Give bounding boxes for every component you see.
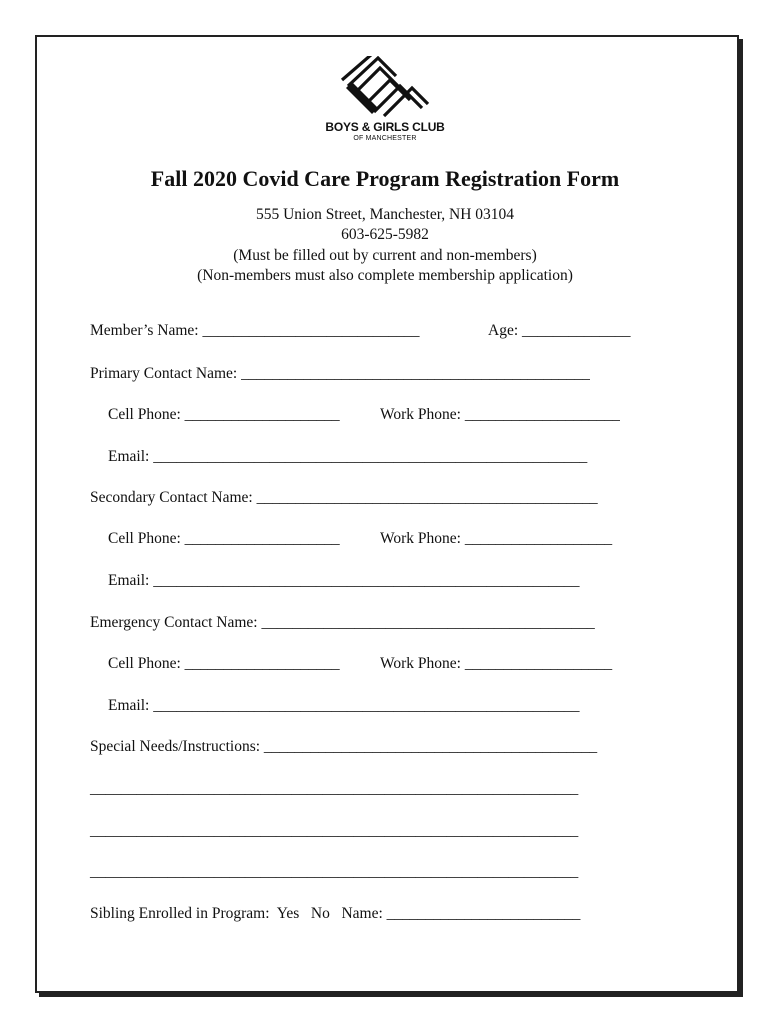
secondary-cell-phone-field[interactable]: Cell Phone: ____________________ [108, 530, 340, 547]
secondary-email-field[interactable]: Email: _______________________________________________________ [108, 572, 580, 589]
age-field[interactable]: Age: ______________ [488, 322, 631, 339]
sibling-enrolled-field[interactable]: Sibling Enrolled in Program: Yes No Name: _________________________ [90, 905, 581, 922]
club-logo [310, 56, 460, 146]
special-needs-field[interactable]: Special Needs/Instructions: ___________________________________________ [90, 738, 598, 755]
emergency-work-phone-field[interactable]: Work Phone: ___________________ [380, 655, 613, 672]
primary-cell-phone-field[interactable]: Cell Phone: ____________________ [108, 406, 340, 423]
primary-contact-name-field[interactable]: Primary Contact Name: _____________________________________________ [90, 365, 590, 382]
club-location: OF MANCHESTER [353, 135, 417, 142]
non-member-note: (Non-members must also complete membership application) [197, 267, 573, 284]
special-needs-line-4[interactable]: _______________________________________________________________ [90, 863, 579, 880]
club-name: BOYS & GIRLS CLUB [325, 120, 445, 134]
primary-work-phone-field[interactable]: Work Phone: ____________________ [380, 406, 620, 423]
phone-number: 603-625-5982 [341, 226, 429, 243]
emergency-cell-phone-field[interactable]: Cell Phone: ____________________ [108, 655, 340, 672]
secondary-contact-name-field[interactable]: Secondary Contact Name: ____________________________________________ [90, 489, 598, 506]
secondary-work-phone-field[interactable]: Work Phone: ___________________ [380, 530, 613, 547]
membership-note: (Must be filled out by current and non-members) [233, 247, 537, 264]
form-title: Fall 2020 Covid Care Program Registration Form [150, 166, 620, 191]
member-name-field[interactable]: Member’s Name: ____________________________ [90, 322, 420, 339]
primary-email-field[interactable]: Email: ________________________________________________________ [108, 448, 588, 465]
special-needs-line-3[interactable]: _______________________________________________________________ [90, 822, 579, 839]
address: 555 Union Street, Manchester, NH 03104 [255, 206, 515, 223]
emergency-email-field[interactable]: Email: _______________________________________________________ [108, 697, 580, 714]
handshake-logo-icon [338, 56, 432, 118]
special-needs-line-2[interactable]: _______________________________________________________________ [90, 780, 579, 797]
emergency-contact-name-field[interactable]: Emergency Contact Name: ___________________________________________ [90, 614, 595, 631]
